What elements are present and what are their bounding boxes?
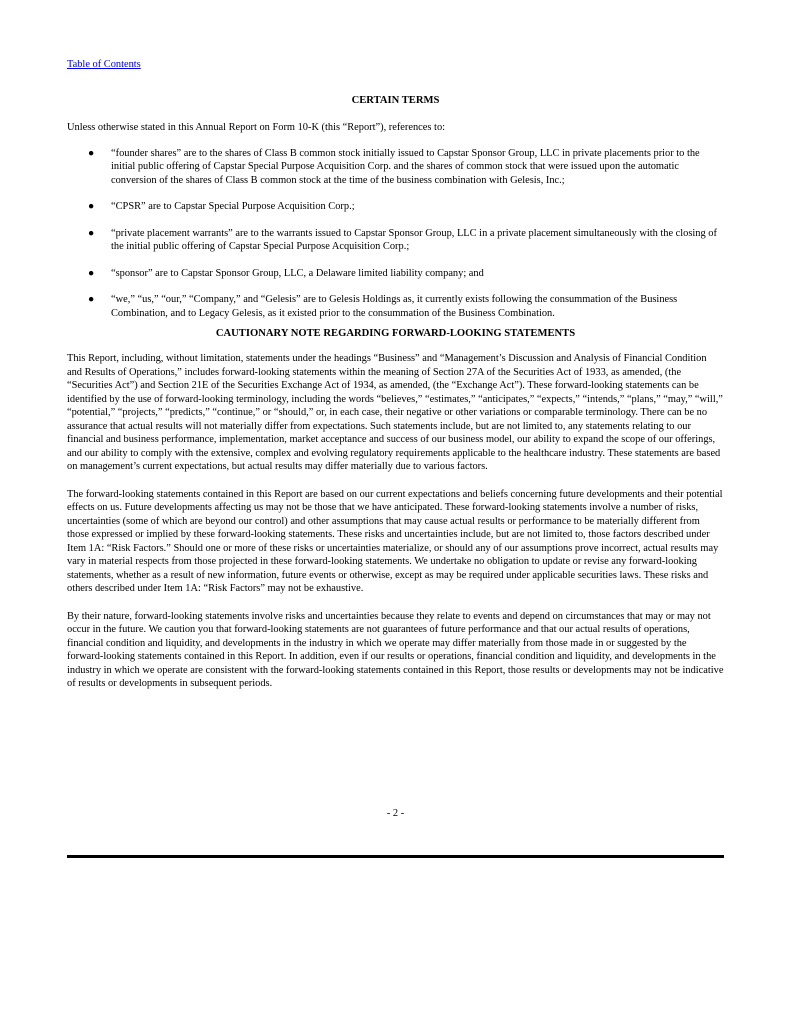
bullet-icon: ● xyxy=(88,227,95,239)
cautionary-note-heading: CAUTIONARY NOTE REGARDING FORWARD-LOOKING STATEMENTS xyxy=(215,328,576,339)
term-definition: “founder shares” are to the shares of Class B common stock initially issued to Capstar Sponsor Group, LLC in private placements prior to the initial public offering of Capstar Special Purpose Acquisition Corp. and the shares of common stock that were issued upon the automatic conversion of the shares of Class B common stock at the time of the business combination with Gelesis, Inc.; xyxy=(111,147,700,186)
certain-terms-intro: Unless otherwise stated in this Annual Report on Form 10-K (this “Report”), references to: xyxy=(67,122,446,133)
cautionary-paragraph-3: By their nature, forward-looking statements involve risks and uncertainties because they relate to events and depend on circumstances that may or may not occur in the future. We caution you that forward-looking statements are not guarantees of future performance and that our actual results of operations, financial condition and liquidity, and developments in the industry in which we operate may differ materially from those made in or suggested by the forward-looking statements contained in this Report. In addition, even if our results or operations, financial condition and liquidity, and developments in the industry in which we operate are consistent with the forward-looking statements contained in this Report, those results or developments may not be indicative of results or developments in subsequent periods. xyxy=(67,610,724,689)
certain-terms-heading: CERTAIN TERMS xyxy=(351,95,440,106)
footer-divider xyxy=(67,855,724,858)
bullet-icon: ● xyxy=(88,147,95,159)
cautionary-paragraph-2: The forward-looking statements contained in this Report are based on our current expectations and beliefs concerning future developments and their potential effects on us. Future developments affecting us may not be those that we have anticipated. These forward-looking statements involve a number of risks, uncertainties (some of which are beyond our control) and other assumptions that may cause actual results or performance to be materially different from those expressed or implied by these forward-looking statements. These risks and uncertainties include, but are not limited to, those factors described under Item 1A: “Risk Factors.” Should one or more of these risks or uncertainties materialize, or should any of our assumptions prove incorrect, actual results may vary in material respects from those projected in these forward-looking statements. We undertake no obligation to update or revise any forward-looking statements, whether as a result of new information, future events or otherwise, except as may be required under applicable securities laws. These risks and others described under Item 1A: “Risk Factors” may not be exhaustive. xyxy=(67,488,723,594)
term-definition: “sponsor” are to Capstar Sponsor Group, LLC, a Delaware limited liability company; and xyxy=(111,267,484,279)
page-number: - 2 - xyxy=(386,808,405,819)
list-item xyxy=(67,147,724,188)
term-definition: “private placement warrants” are to the warrants issued to Capstar Sponsor Group, LLC in a private placement simultaneously with the closing of the initial public offering of Capstar Special Purpose Acquisition Corp.; xyxy=(111,227,717,252)
bullet-icon: ● xyxy=(88,294,95,305)
cautionary-paragraph-1: This Report, including, without limitation, statements under the headings “Business” and “Management’s Discussion and Analysis of Financial Condition and Results of Operations,” includes forward-looking statements within the meaning of Section 27A of the Securities Act of 1933, as amended, (the “Securities Act”) and Section 21E of the Securities Exchange Act of 1934, as amended, (the “Exchange Act”). These forward-looking statements can be identified by the use of forward-looking terminology, including the words “believes,” “estimates,” “anticipates,” “expects,” “intends,” “plans,” “may,” “will,” “potential,” “projects,” “predicts,” “continue,” or “should,” or, in each case, their negative or other variations or comparable terminology. There can be no assurance that actual results will not materially differ from expectations. Such statements include, but are not limited to, any statements relating to our financial and business performance, implementation, market acceptance and success of our business model, our ability to expand the scope of our offerings, and our ability to comply with the extensive, complex and evolving regulatory requirements applicable to the healthcare industry. These statements are based on management’s current expectations, but actual results may differ materially due to various factors. xyxy=(67,353,723,472)
list-item xyxy=(67,293,724,320)
bullet-icon: ● xyxy=(88,267,95,279)
term-definition: “CPSR” are to Capstar Special Purpose Acquisition Corp.; xyxy=(111,201,355,212)
terms-list xyxy=(67,147,724,321)
list-item xyxy=(67,227,724,254)
document-page xyxy=(67,58,724,691)
term-definition: “we,” “us,” “our,” “Company,” and “Gelesis” are to Gelesis Holdings as, it currently exists following the consummation of the Business Combination, and to Legacy Gelesis, as it existed prior to the consummation of the Business Combination. xyxy=(111,294,678,319)
list-item xyxy=(67,200,724,214)
bullet-icon: ● xyxy=(88,201,95,212)
table-of-contents-link[interactable]: Table of Contents xyxy=(67,59,141,70)
list-item xyxy=(67,267,724,281)
